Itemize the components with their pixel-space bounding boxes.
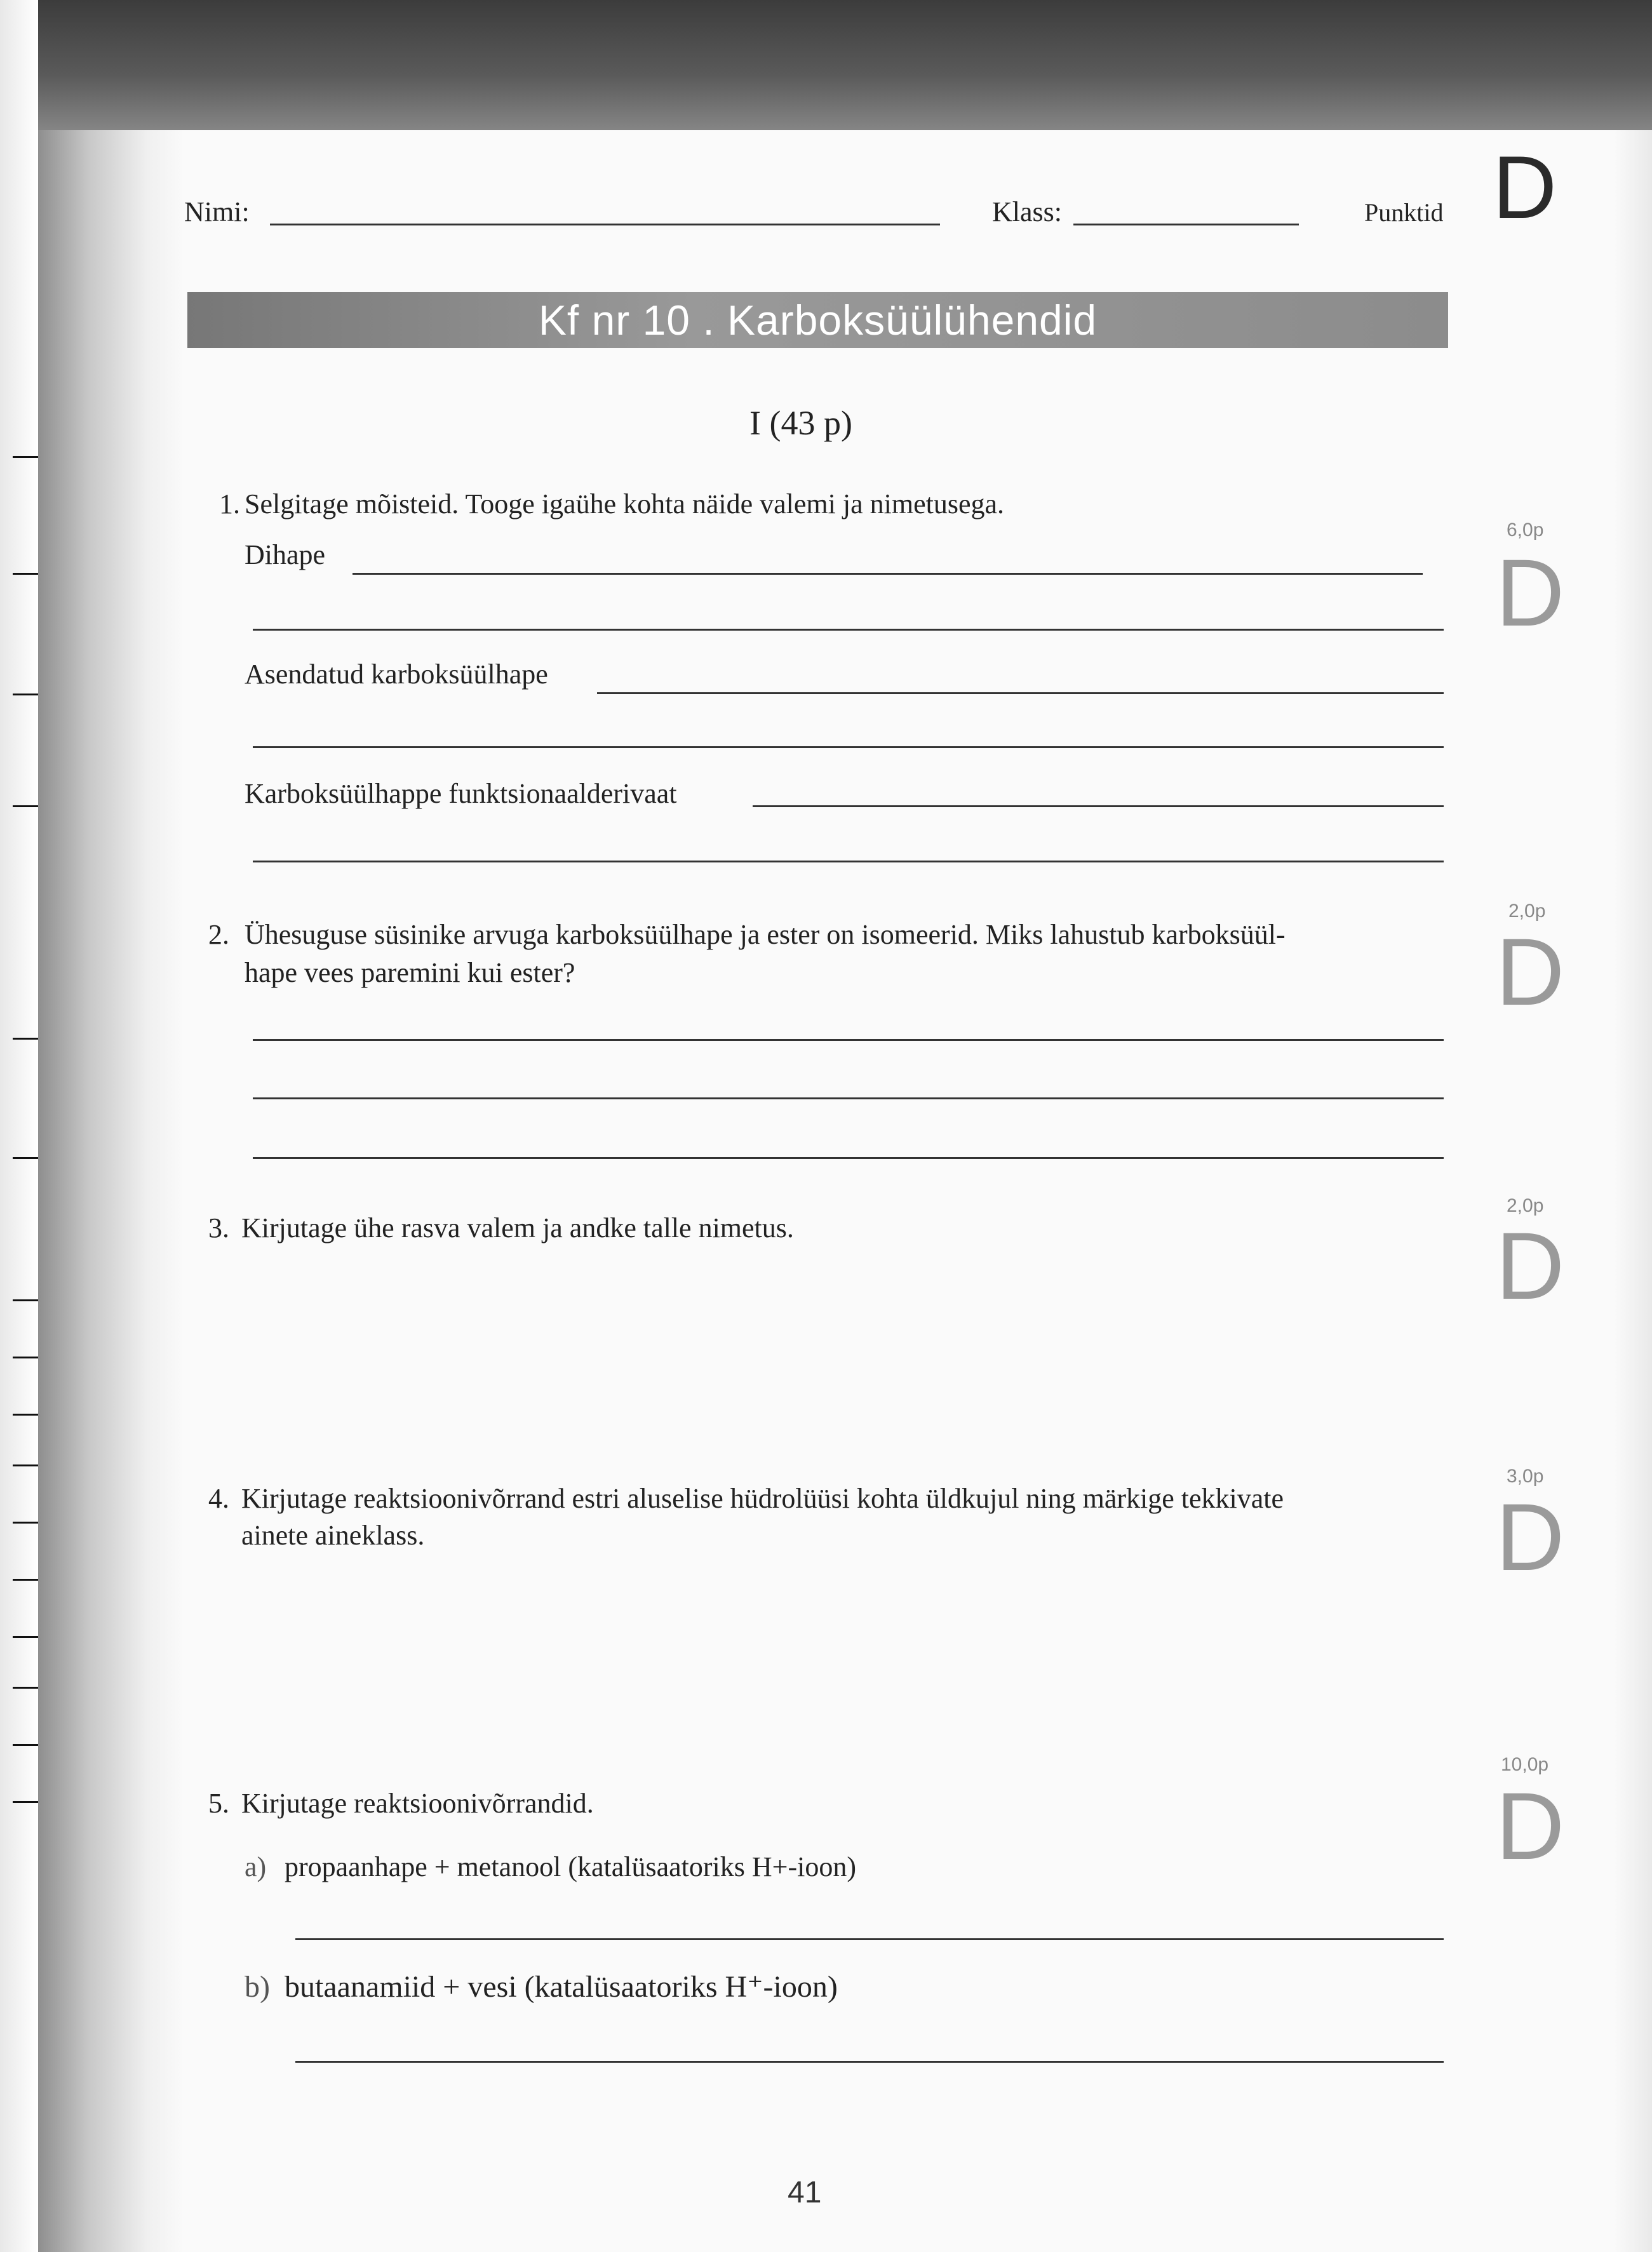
class-label: Klass:: [992, 196, 1062, 227]
q2-points: 2,0p: [1508, 901, 1546, 922]
points-label: Punktid: [1364, 198, 1444, 227]
q1-answer-line-5[interactable]: [753, 805, 1444, 807]
q5b-label: b): [245, 1970, 270, 2004]
q1-answer-line-1[interactable]: [353, 573, 1423, 575]
name-label: Nimi:: [184, 196, 250, 227]
q2-text-line2: hape vees paremini kui ester?: [245, 957, 575, 988]
title-banner: [187, 292, 1448, 348]
q5a-text: propaanhape + metanool (katalüsaatoriks H+-ioon): [285, 1851, 857, 1882]
section-heading: I (43 p): [749, 404, 852, 442]
q1-points: 6,0p: [1507, 519, 1544, 540]
q5a-label: a): [245, 1851, 267, 1882]
q4-text-line2: ainete aineklass.: [241, 1520, 425, 1551]
class-field[interactable]: [1073, 224, 1299, 225]
q1-answer-line-2[interactable]: [253, 629, 1444, 631]
q4-points: 3,0p: [1507, 1466, 1544, 1487]
page-number: 41: [788, 2176, 822, 2209]
q3-grade: D: [1496, 1212, 1565, 1319]
q3-text: Kirjutage ühe rasva valem ja andke talle nimetus.: [241, 1212, 794, 1243]
q5a-answer-line[interactable]: [295, 1938, 1444, 1940]
q4-grade: D: [1496, 1484, 1565, 1590]
q1-term-funktsionaal: Karboksüülhappe funktsionaalderivaat: [245, 778, 677, 809]
q5-number: 5.: [208, 1788, 229, 1819]
q3-points: 2,0p: [1507, 1195, 1544, 1216]
q1-term-asendatud: Asendatud karboksüülhape: [245, 659, 548, 690]
q5-grade: D: [1496, 1773, 1565, 1879]
q5b-answer-line[interactable]: [295, 2061, 1444, 2063]
q1-term-dihape: Dihape: [245, 539, 326, 570]
q2-text-line1: Ühesuguse süsinike arvuga karboksüülhape ja ester on isomeerid. Miks lahustub karboksüül-: [245, 919, 1286, 950]
q1-answer-line-6[interactable]: [253, 861, 1444, 862]
q1-answer-line-3[interactable]: [597, 692, 1444, 694]
q2-answer-line-1[interactable]: [253, 1039, 1444, 1041]
q4-answer-area[interactable]: [241, 1562, 1442, 1772]
q3-answer-area[interactable]: [241, 1257, 1442, 1448]
q4-text-line1: Kirjutage reaktsioonivõrrand estri aluselise hüdrolüüsi kohta üldkujul ning märkige tekkivate: [241, 1483, 1284, 1514]
scan-margin-left: [0, 0, 38, 2252]
worksheet-page: [38, 130, 1652, 2252]
page-title: Kf nr 10 . Karboksüülühendid: [538, 297, 1098, 344]
q3-number: 3.: [208, 1212, 229, 1243]
q5b-text: butaanamiid + vesi (katalüsaatoriks H⁺-ioon): [285, 1970, 838, 2004]
header-grade-letter: D: [1493, 137, 1557, 237]
q1-number: 1.: [219, 488, 240, 519]
q1-grade: D: [1496, 539, 1565, 646]
q2-answer-line-3[interactable]: [253, 1157, 1444, 1159]
q4-number: 4.: [208, 1483, 229, 1514]
q5-points: 10,0p: [1501, 1754, 1549, 1775]
q2-number: 2.: [208, 919, 229, 950]
q5-text: Kirjutage reaktsioonivõrrandid.: [241, 1788, 594, 1819]
name-field[interactable]: [270, 224, 940, 225]
scan-shadow-top: [0, 0, 1652, 137]
q1-answer-line-4[interactable]: [253, 746, 1444, 748]
q1-text: Selgitage mõisteid. Tooge igaühe kohta näide valemi ja nimetusega.: [245, 488, 1005, 519]
q2-grade: D: [1496, 918, 1565, 1025]
q2-answer-line-2[interactable]: [253, 1097, 1444, 1099]
